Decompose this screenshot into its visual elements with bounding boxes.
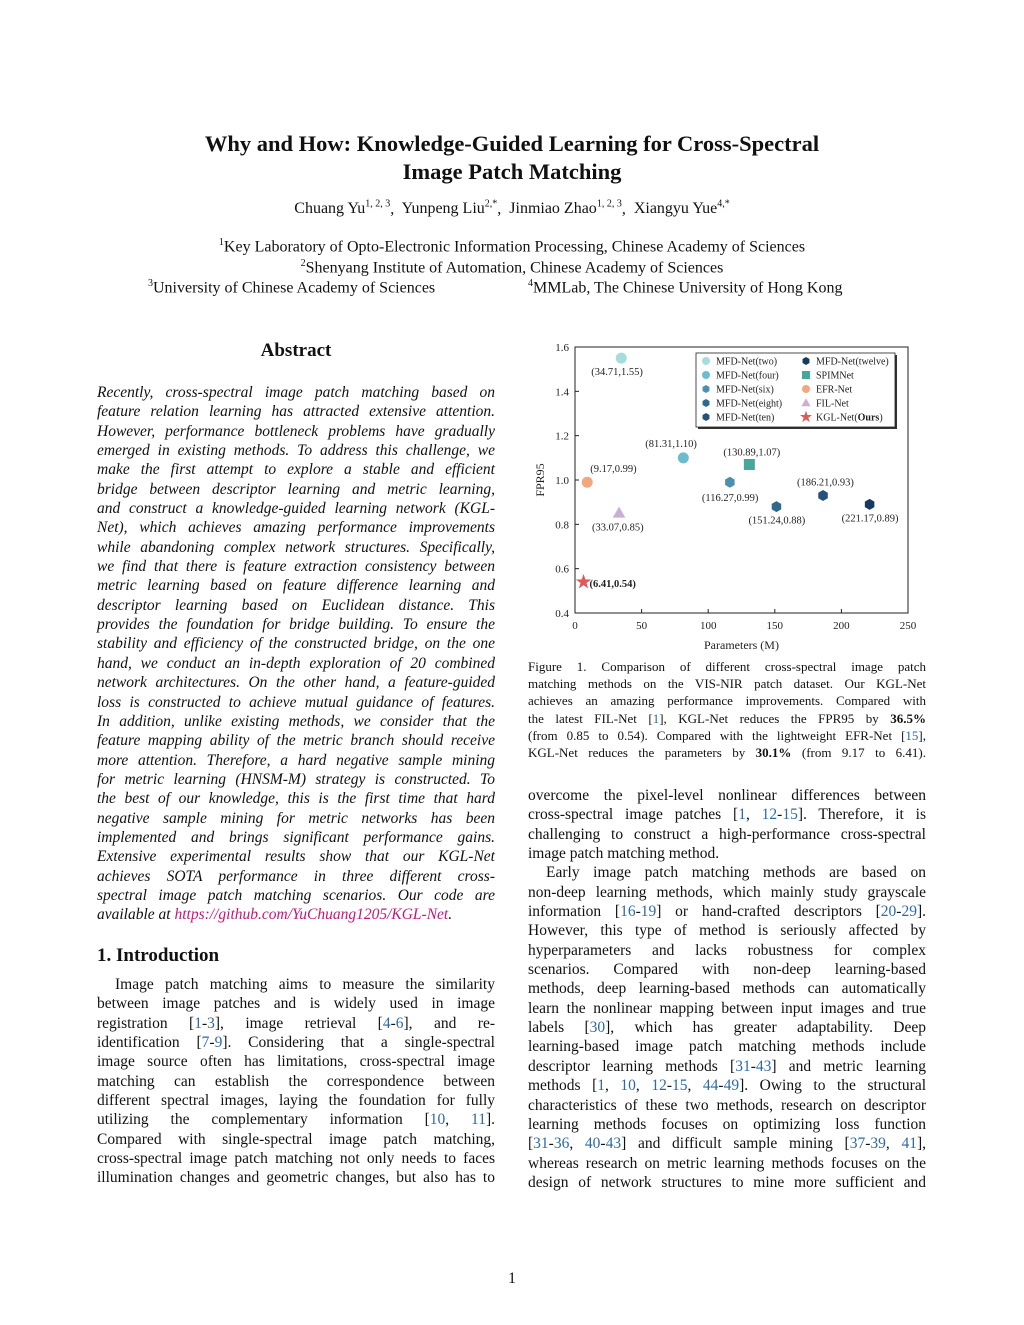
citation-link[interactable]: 15 xyxy=(905,727,919,743)
right-line xyxy=(528,805,926,824)
text-run: ]. xyxy=(916,903,927,921)
author-sup: 2,* xyxy=(484,199,498,210)
x-tick-label: 200 xyxy=(833,620,850,632)
abstract-line: more attention. Therefore, a hard negative sample mining xyxy=(97,751,495,769)
text-run: - xyxy=(390,1014,396,1032)
intro-heading: 1. Introduction xyxy=(97,945,220,966)
citation-link[interactable]: 43 xyxy=(605,1135,622,1153)
abstract-line: metric learning based on feature difference learning and xyxy=(97,577,495,595)
data-label: (34.71,1.55) xyxy=(591,367,643,379)
text-run: Figure 1. Comparison of different cross-spectral image patch xyxy=(528,659,926,674)
citation-link[interactable]: 10 xyxy=(429,1111,446,1129)
citation-link[interactable]: 1 xyxy=(597,1077,605,1095)
intro-line xyxy=(97,1052,495,1071)
legend-label: MFD-Net(six) xyxy=(716,384,774,396)
citation-link[interactable]: 37 xyxy=(849,1135,866,1153)
y-tick-label: 0.4 xyxy=(555,608,569,620)
abstract-line: In addition, unlike existing methods, we consider that the xyxy=(97,712,495,730)
text-run: - xyxy=(666,1077,672,1095)
data-point-mfd-net-twelve xyxy=(865,499,875,510)
text-run: image source often has limitations, cross-spectral image xyxy=(97,1053,495,1071)
aff-text: Key Laboratory of Opto-Electronic Information Processing, Chinese Academy of Sciences xyxy=(223,238,806,256)
data-label: (9.17,0.99) xyxy=(590,464,637,476)
page-number: 1 xyxy=(508,1270,516,1287)
data-label: (186.21,0.93) xyxy=(797,477,854,489)
title-line-2: Image Patch Matching xyxy=(402,159,622,184)
figure-1-caption xyxy=(528,658,926,761)
aff-sup: 3 xyxy=(148,278,153,289)
paper-title xyxy=(0,130,1024,186)
y-tick-label: 0.8 xyxy=(555,519,569,532)
y-tick-label: 1.0 xyxy=(555,475,569,487)
text-run: ], and re- xyxy=(403,1014,495,1032)
data-label: (130.89,1.07) xyxy=(723,447,781,459)
code-link[interactable]: https://github.com/YuChuang1205/KGL-Net xyxy=(174,906,449,924)
y-tick-label: 0.6 xyxy=(555,563,569,576)
intro-line xyxy=(97,1168,495,1187)
intro-line xyxy=(97,975,495,994)
data-label: (221.17,0.89) xyxy=(841,513,899,525)
abstract-last-suffix: . xyxy=(448,906,453,924)
text-run: the latest FIL-Net [ xyxy=(528,710,653,726)
caption-line xyxy=(528,710,926,727)
title-line-1: Why and How: Knowledge-Guided Learning for Cross-Spectral xyxy=(204,131,820,156)
text-run: [ xyxy=(528,1135,534,1153)
abstract-line: loss is constructed to achieve mutual guidance of features. xyxy=(97,693,495,711)
text-run: ] and metric learning xyxy=(771,1057,927,1075)
text-run: matching can establish the correspondence between xyxy=(97,1072,495,1090)
text-run: - xyxy=(635,903,641,921)
text-run: ] or hand-crafted descriptors [ xyxy=(656,903,881,921)
text-run: ], xyxy=(918,727,926,743)
caption-line xyxy=(528,675,926,692)
right-line xyxy=(528,1057,926,1076)
text-run: KGL-Net reduces the parameters by xyxy=(528,745,756,761)
abstract-line: spectral image patch matching scenarios. Our code are xyxy=(97,886,495,904)
text-run: matching methods on the VIS-NIR patch dataset. Our KGL-Net xyxy=(528,676,926,692)
text-run: ]. xyxy=(485,1111,495,1129)
y-tick-label: 1.2 xyxy=(555,430,569,443)
text-run: challenging to construct a high-performance cross-spectral xyxy=(528,825,926,843)
intro-line xyxy=(97,1110,495,1129)
author-sup: 1, 2, 3 xyxy=(596,199,622,210)
legend-text: KGL-Net( xyxy=(816,412,858,424)
data-label: (81.31,1.10) xyxy=(645,438,697,450)
bold-text: 36.5% xyxy=(890,710,927,726)
citation-link[interactable]: 12 xyxy=(651,1077,667,1095)
abstract-heading: Abstract xyxy=(260,340,332,361)
author-1 xyxy=(294,200,390,217)
abstract-line: for metric learning (HNSM-M) strategy is constructed. To xyxy=(97,770,495,788)
text-run: overcome the pixel-level nonlinear differences between xyxy=(528,787,926,804)
abstract-line: stability and efficiency of the constructed bridge, on the one xyxy=(97,635,495,653)
citation-link[interactable]: 7 xyxy=(201,1034,210,1052)
data-point-efr-net xyxy=(582,477,593,488)
citation-link[interactable]: 4 xyxy=(382,1014,391,1032)
text-run: registration [ xyxy=(97,1014,195,1032)
citation-link[interactable]: 9 xyxy=(214,1034,223,1052)
citation-link[interactable]: 36 xyxy=(553,1135,570,1153)
text-run: - xyxy=(209,1034,215,1052)
aff-sup: 1 xyxy=(218,237,224,248)
x-tick-label: 250 xyxy=(899,620,917,632)
citation-link[interactable]: 12 xyxy=(761,806,778,824)
text-run: - xyxy=(201,1014,208,1032)
intro-line xyxy=(97,1033,495,1052)
legend-marker xyxy=(802,385,810,393)
text-run: image patch matching method. xyxy=(528,845,720,863)
y-tick-label: 1.4 xyxy=(555,386,569,399)
text-run: Early image patch matching methods are based on xyxy=(546,864,926,882)
text-run: methods, deep learning-based methods can automatically xyxy=(528,980,926,998)
text-run: labels [ xyxy=(528,1019,590,1037)
data-point-mfd-net-four xyxy=(678,452,689,463)
legend-label: MFD-Net(four) xyxy=(716,370,779,382)
affiliation-4 xyxy=(528,274,842,299)
citation-link[interactable]: 20 xyxy=(880,903,897,921)
abstract-line: we find that there is feature extraction consistency between xyxy=(97,558,495,576)
text-run: ]. Therefore, it is xyxy=(797,806,926,824)
data-label: (6.41,0.54) xyxy=(589,578,636,590)
data-point-mfd-net-six xyxy=(725,477,735,488)
right-line xyxy=(528,1115,926,1134)
text-run: ], which has greater adaptability. Deep xyxy=(605,1019,926,1037)
text-run: - xyxy=(750,1057,756,1075)
text-run: ], image retrieval [ xyxy=(214,1014,383,1032)
text-run: utilizing the complementary information [ xyxy=(97,1111,430,1129)
author-2 xyxy=(402,200,498,217)
legend-label: MFD-Net(ten) xyxy=(716,412,775,424)
abstract-line: and construct a knowledge-guided learning network (KGL- xyxy=(97,500,495,518)
right-line xyxy=(528,999,926,1018)
citation-link[interactable]: 1 xyxy=(652,710,660,726)
right-line xyxy=(528,825,926,844)
citation-link[interactable]: 31 xyxy=(533,1135,549,1153)
text-run: - xyxy=(600,1135,606,1153)
legend-label-ours xyxy=(816,413,883,424)
text-run: - xyxy=(896,903,902,921)
text-run: learning methods focuses on optimizing loss function xyxy=(528,1115,926,1133)
legend-label: MFD-Net(two) xyxy=(716,356,778,368)
abstract-line: Net), which achieves amazing performance improvements xyxy=(97,519,495,537)
legend-marker xyxy=(802,371,810,379)
abstract-line: bridge between descriptor learning and metric learning, xyxy=(97,480,495,498)
legend-label: FIL-Net xyxy=(816,398,849,410)
text-run: - xyxy=(548,1135,554,1153)
x-tick-label: 150 xyxy=(766,620,784,632)
right-line xyxy=(528,1173,926,1192)
x-axis-label: Parameters (M) xyxy=(704,638,779,652)
text-run: characteristics of these two methods, research on descriptor xyxy=(528,1096,926,1114)
text-run: Image patch matching aims to measure the similarity xyxy=(115,976,495,993)
author-name: Chuang Yu xyxy=(294,200,366,218)
text-run: - xyxy=(865,1135,871,1153)
abstract-line: network architectures. On the other hand, a feature-guided xyxy=(97,674,495,692)
intro-body xyxy=(97,975,495,1188)
right-line xyxy=(528,786,926,805)
x-tick-label: 0 xyxy=(572,620,578,632)
legend-label: MFD-Net(eight) xyxy=(716,398,783,410)
data-point-mfd-net-two xyxy=(616,353,627,364)
aff-sup: 2 xyxy=(300,257,306,269)
right-line xyxy=(528,960,926,979)
text-run: hyperparameters and lacks robustness for complex xyxy=(528,941,926,959)
text-run: - xyxy=(777,806,783,824)
intro-line xyxy=(97,1072,495,1091)
abstract-line: negative sample mining for metric networks has been xyxy=(97,809,495,827)
text-run: descriptor learning methods [ xyxy=(528,1057,736,1075)
right-line xyxy=(528,979,926,998)
legend-label: EFR-Net xyxy=(816,384,853,396)
legend-marker xyxy=(702,371,710,379)
abstract-line: Extensive experimental results show that our KGL-Net xyxy=(97,848,495,866)
author-sup: 1, 2, 3 xyxy=(365,199,391,210)
data-label: (116.27,0.99) xyxy=(701,493,759,505)
author-name: Yunpeng Liu xyxy=(401,200,485,218)
right-line xyxy=(528,902,926,921)
citation-link[interactable]: 31 xyxy=(735,1057,751,1075)
y-axis-label: FPR95 xyxy=(533,463,547,497)
text-run: , xyxy=(635,1077,652,1095)
abstract-line: achieves SOTA performance in three different cross- xyxy=(97,867,495,885)
right-line xyxy=(528,1096,926,1115)
citation-link[interactable]: 29 xyxy=(901,903,917,921)
legend-text-bold: Ours xyxy=(857,412,880,424)
text-run: illumination changes and geometric changes, but also has to xyxy=(97,1169,495,1187)
caption-line xyxy=(528,658,926,675)
data-label: (151.24,0.88) xyxy=(748,515,806,527)
text-run: ]. Considering that a single-spectral xyxy=(222,1034,495,1052)
intro-line xyxy=(97,1149,495,1168)
aff-sup: 4 xyxy=(528,278,533,289)
text-run: cross-spectral image patches [ xyxy=(528,806,739,824)
data-label: (33.07,0.85) xyxy=(592,522,644,534)
abstract-line: implemented and brings significant performance gains. xyxy=(97,828,495,846)
abstract-line: emerged in existing methods. To address this challenge, we xyxy=(97,442,495,460)
legend-text: ) xyxy=(879,412,883,424)
data-point-mfd-net-eight xyxy=(772,501,782,512)
text-run: identification [ xyxy=(97,1034,202,1052)
text-run: learning-based image patch matching methods include xyxy=(528,1038,926,1056)
text-run: , xyxy=(885,1135,902,1153)
citation-link[interactable]: 15 xyxy=(672,1077,688,1095)
legend-label: MFD-Net(twelve) xyxy=(816,356,889,368)
text-run: Compared with single-spectral image patch matching, xyxy=(97,1130,495,1148)
citation-link[interactable]: 16 xyxy=(620,903,636,921)
data-point-spimnet xyxy=(744,459,755,470)
right-line xyxy=(528,883,926,902)
legend-label: SPIMNet xyxy=(816,370,854,382)
abstract-line: hand, we conduct an in-depth exploration of 20 combined xyxy=(97,654,495,672)
aff-text: University of Chinese Academy of Sciences xyxy=(153,279,436,297)
data-point-mfd-net-ten xyxy=(818,490,828,501)
text-run: However, this type of method is seriously affected by xyxy=(528,922,926,940)
abstract-line: the best of our knowledge, this is the first time that hard xyxy=(97,790,495,808)
caption-line xyxy=(528,692,926,709)
citation-link[interactable]: 1 xyxy=(194,1014,202,1032)
citation-link[interactable]: 40 xyxy=(584,1135,601,1153)
author-3 xyxy=(509,200,622,217)
bold-text: 30.1% xyxy=(755,745,792,761)
text-run: methods [ xyxy=(528,1077,598,1095)
text-run: , xyxy=(445,1111,472,1129)
text-run: ]. Owing to the structural xyxy=(739,1077,927,1095)
text-run: whereas research on metric learning methods focuses on the xyxy=(528,1154,926,1172)
author-sup: 4,* xyxy=(717,199,730,210)
citation-link[interactable]: 49 xyxy=(723,1077,740,1095)
citation-link[interactable]: 6 xyxy=(395,1014,404,1032)
x-tick-label: 100 xyxy=(699,620,717,632)
right-line xyxy=(528,863,926,882)
right-line xyxy=(528,1076,926,1095)
intro-line xyxy=(97,1091,495,1110)
text-run: - xyxy=(718,1077,724,1095)
citation-link[interactable]: 10 xyxy=(620,1077,636,1095)
abstract-body xyxy=(97,383,495,925)
data-point-fil-net xyxy=(613,507,626,518)
author-4 xyxy=(634,200,730,217)
y-tick-label: 1.6 xyxy=(555,342,569,354)
author-name: Jinmiao Zhao xyxy=(509,200,597,218)
text-run: ] and difficult sample mining [ xyxy=(621,1135,850,1153)
right-line xyxy=(528,941,926,960)
abstract-line: However, performance bottleneck problems have gradually xyxy=(97,422,495,440)
abstract-line: Recently, cross-spectral image patch matching based on xyxy=(97,384,495,401)
right-line xyxy=(528,1037,926,1056)
text-run: learn the nonlinear mapping between input images and true xyxy=(528,999,926,1017)
text-run: , xyxy=(569,1135,585,1153)
text-run: non-deep learning methods, which mainly study grayscale xyxy=(528,883,926,901)
figure-1-chart xyxy=(528,336,928,656)
abstract-line: feature mapping ability of the metric branch should receive xyxy=(97,732,495,750)
author-name: Xiangyu Yue xyxy=(633,200,718,218)
text-run: ], KGL-Net reduces the FPR95 by xyxy=(659,710,891,726)
abstract-line: descriptor learning based on Euclidean distance. This xyxy=(97,596,495,614)
x-tick-label: 50 xyxy=(636,620,648,632)
intro-line xyxy=(97,1014,495,1033)
aff-text: MMLab, The Chinese University of Hong Kong xyxy=(533,279,843,297)
citation-link[interactable]: 41 xyxy=(901,1135,917,1153)
citation-link[interactable]: 1 xyxy=(738,806,746,824)
text-run: scenarios. Compared with non-deep learning-based xyxy=(528,961,926,979)
intro-line xyxy=(97,1130,495,1149)
abstract-line: provides the foundation for bridge building. To ensure the xyxy=(97,616,495,634)
citation-link[interactable]: 19 xyxy=(640,903,657,921)
text-run: different spectral images, laying the foundation for fully xyxy=(97,1092,495,1110)
right-column-body xyxy=(528,786,926,1192)
citation-link[interactable]: 43 xyxy=(755,1057,772,1075)
citation-link[interactable]: 3 xyxy=(207,1014,215,1032)
citation-link[interactable]: 15 xyxy=(782,806,798,824)
text-run: between image patches and is widely used in image xyxy=(97,995,495,1013)
abstract-last-prefix: available at xyxy=(97,906,175,924)
caption-line xyxy=(528,727,926,744)
text-run: (from 9.17 to 6.41). xyxy=(791,745,927,761)
right-line xyxy=(528,921,926,940)
legend-marker xyxy=(702,357,710,365)
right-line xyxy=(528,1018,926,1037)
intro-line xyxy=(97,994,495,1013)
citation-link[interactable]: 11 xyxy=(471,1111,486,1129)
citation-link[interactable]: 44 xyxy=(702,1077,719,1095)
right-line xyxy=(528,1154,926,1173)
aff-text: Shenyang Institute of Automation, Chinese Academy of Sciences xyxy=(305,258,724,276)
text-run: achieves an amazing performance improvements. Compared with xyxy=(528,693,926,709)
text-run: , xyxy=(604,1077,621,1095)
author-list: Chuang Yu$^{1, 2, 3}$, Yunpeng Liu$^{2,*}$, Jinmiao Zhao$^{1, 2, 3}$, Xiangyu Yue$^{4,*}$ xyxy=(294,199,730,218)
caption-line xyxy=(528,744,926,761)
right-line xyxy=(528,844,926,863)
citation-link[interactable]: 39 xyxy=(870,1135,886,1153)
text-run: (from 0.85 to 0.54). Compared with the lightweight EFR-Net [ xyxy=(528,727,906,743)
abstract-line: while abandoning complex network structures. Specifically, xyxy=(97,538,495,556)
abstract-last-line xyxy=(97,905,495,924)
citation-link[interactable]: 30 xyxy=(589,1019,606,1037)
abstract-line: feature relation learning has attracted extensive attention. xyxy=(97,403,495,421)
text-run: design of network structures to mine more sufficient and xyxy=(528,1173,926,1191)
text-run: ], xyxy=(916,1135,927,1153)
text-run: cross-spectral image patch matching not only needs to faces xyxy=(97,1150,495,1168)
text-run: , xyxy=(745,806,762,824)
text-run: , xyxy=(687,1077,703,1095)
text-run: information [ xyxy=(528,903,621,921)
affiliation-3 xyxy=(148,274,435,299)
right-line xyxy=(528,1134,926,1153)
abstract-line: make the first attempt to explore a stable and efficient xyxy=(97,461,495,479)
